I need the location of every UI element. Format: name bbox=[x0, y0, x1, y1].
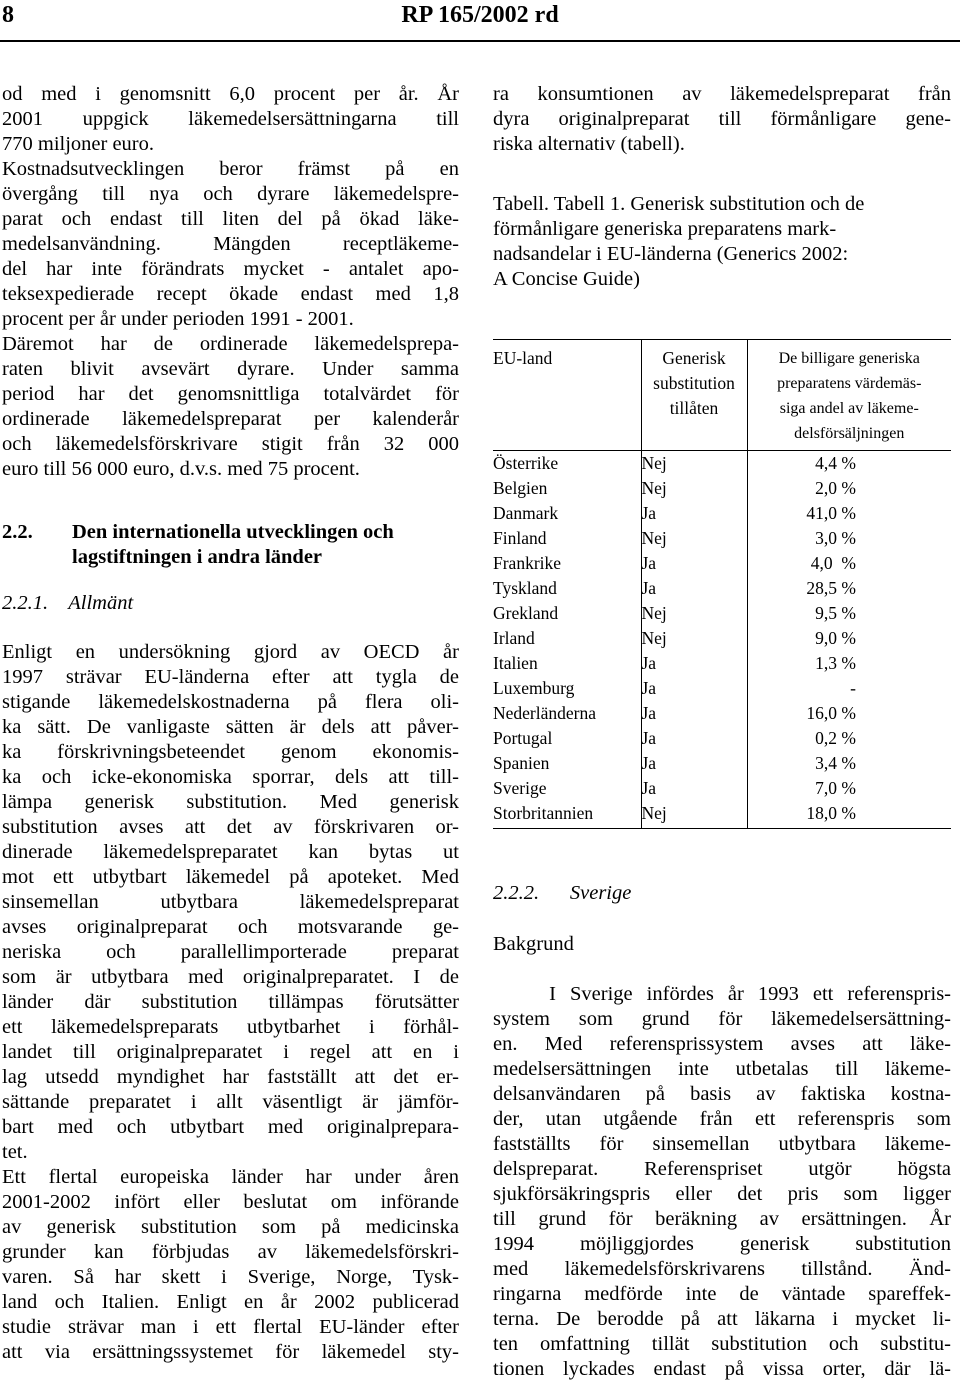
text-line: Ett flertal europeiska länder har under åren bbox=[2, 1166, 459, 1188]
cell-allowed: Nej bbox=[641, 478, 747, 503]
table-row bbox=[493, 703, 951, 728]
text-line: ten omfattning tillät substitution och substitu- bbox=[493, 1333, 951, 1355]
text-line: grunder kan förbjudas av läkemedelsförskri- bbox=[2, 1241, 459, 1263]
table-row bbox=[493, 578, 951, 603]
text-line: som är utbytbara med originalpreparatet. I de bbox=[2, 966, 459, 988]
text-line: 2001 uppgick läkemedelsersättningarna till bbox=[2, 108, 459, 130]
section-title-line-2: lagstiftningen i andra länder bbox=[72, 546, 323, 568]
text-line: en. Med referensprissystem avses att läke- bbox=[493, 1033, 951, 1055]
text-line: land och Italien. Enligt en år 2002 publicerad bbox=[2, 1291, 459, 1313]
table-row bbox=[493, 728, 951, 753]
cell-share: 3,4 % bbox=[815, 753, 856, 773]
text-line: sinsemellan utbytbara läkemedelspreparat bbox=[2, 891, 459, 913]
generics-table bbox=[493, 339, 951, 829]
cell-country: Nederländerna bbox=[493, 703, 641, 728]
text-line: dyra originalpreparat till förmånligare gene- bbox=[493, 108, 951, 130]
text-line: tionen lyckades endast på vissa orter, där lä- bbox=[493, 1358, 951, 1380]
right-paragraph-1 bbox=[493, 82, 951, 157]
cell-country: Spanien bbox=[493, 753, 641, 778]
header-line: delsförsäljningen bbox=[794, 425, 905, 442]
section-title-line-1: Den internationella utvecklingen och bbox=[72, 521, 394, 543]
text-line: mot ett utbytbart läkemedel på apoteket. Med bbox=[2, 866, 459, 888]
cell-country: Frankrike bbox=[493, 553, 641, 578]
text-line: substitution avses att det av förskrivaren or- bbox=[2, 816, 459, 838]
text-line: landet till originalpreparatet i regel att en i bbox=[2, 1041, 459, 1063]
cell-country: Portugal bbox=[493, 728, 641, 753]
table-row bbox=[493, 603, 951, 628]
section-heading bbox=[2, 520, 459, 570]
cell-country: Danmark bbox=[493, 503, 641, 528]
cell-allowed: Ja bbox=[641, 728, 747, 753]
text-line: bart med och utbytbart med originalprepara- bbox=[2, 1116, 459, 1138]
header-line: substitution bbox=[653, 373, 735, 393]
text-line: till grund för beräkning av ersättningen. År bbox=[493, 1208, 951, 1230]
cell-share: 9,5 % bbox=[815, 603, 856, 623]
table-row bbox=[493, 678, 951, 703]
caption-line: nadsandelar i EU-länderna (Generics 2002: bbox=[493, 243, 849, 265]
text-line: ka förskrivningsbeteendet genom ekonomis- bbox=[2, 741, 459, 763]
text-line: delsanvändaren på basis av faktiska kostna- bbox=[493, 1083, 951, 1105]
text-line: medelsersättningen inte utbetalas till läkeme- bbox=[493, 1058, 951, 1080]
text-line: teksexpedierade recept ökade endast med 1,8 bbox=[2, 283, 459, 305]
cell-country: Finland bbox=[493, 528, 641, 553]
cell-allowed: Ja bbox=[641, 553, 747, 578]
header-line: De billigare generiska bbox=[778, 350, 920, 367]
text-line: dinerade läkemedelspreparatet kan bytas ut bbox=[2, 841, 459, 863]
cell-country: Belgien bbox=[493, 478, 641, 503]
text-line: och läkemedelsförskrivare stigit från 32 000 bbox=[2, 433, 459, 455]
table-row bbox=[493, 451, 951, 479]
text-line: system som grund för läkemedelsersättning- bbox=[493, 1008, 951, 1030]
cell-country: Italien bbox=[493, 653, 641, 678]
text-line: övergång till nya och dyrare läkemedelspre- bbox=[2, 183, 459, 205]
text-line: tet. bbox=[2, 1141, 28, 1163]
text-line: neriska och parallellimporterade preparat bbox=[2, 941, 459, 963]
cell-country: Tyskland bbox=[493, 578, 641, 603]
text-line: procent per år under perioden 1991 - 2001. bbox=[2, 308, 354, 330]
text-line: terna. De berodde på att läkarna i mycket li- bbox=[493, 1308, 951, 1330]
text-line: Enligt en undersökning gjord av OECD år bbox=[2, 641, 459, 663]
text-line: I Sverige infördes år 1993 ett referenspris- bbox=[493, 983, 951, 1005]
left-paragraph-1 bbox=[2, 82, 459, 482]
header-line: Generisk bbox=[662, 348, 726, 368]
bakgrund-heading: Bakgrund bbox=[493, 933, 574, 955]
table-row bbox=[493, 753, 951, 778]
left-paragraph-3 bbox=[2, 1165, 459, 1365]
cell-country: Österrike bbox=[493, 451, 641, 479]
document-reference: RP 165/2002 rd bbox=[401, 2, 559, 28]
table-row bbox=[493, 628, 951, 653]
text-line: av generisk substitution som på medicinska bbox=[2, 1216, 459, 1238]
text-line: der, utan utgående från ett referenspris som bbox=[493, 1108, 951, 1130]
text-line: del har inte förändrats mycket - antalet apo- bbox=[2, 258, 459, 280]
cell-share: 7,0 % bbox=[815, 778, 856, 798]
text-line: ka sätt. De vanligaste sätten är dels att påver- bbox=[2, 716, 459, 738]
cell-share: 18,0 % bbox=[747, 803, 951, 829]
cell-allowed: Nej bbox=[641, 628, 747, 653]
table-row bbox=[493, 653, 951, 678]
cell-allowed: Ja bbox=[641, 778, 747, 803]
header-eu-land: EU-land bbox=[493, 340, 641, 451]
text-line: ett läkemedelspreparats utbytbarhet i förhål- bbox=[2, 1016, 459, 1038]
cell-allowed: Ja bbox=[641, 703, 747, 728]
text-line: Kostnadsutvecklingen beror främst på en bbox=[2, 158, 459, 180]
header-line: preparatens värdemäs- bbox=[777, 375, 922, 392]
text-line: 2001-2002 infört eller beslutat om införande bbox=[2, 1191, 459, 1213]
text-line: 1994 möjliggjordes generisk substitution bbox=[493, 1233, 951, 1255]
cell-allowed: Ja bbox=[641, 503, 747, 528]
right-column bbox=[493, 82, 951, 1382]
cell-share: 0,2 % bbox=[815, 728, 856, 748]
table-row bbox=[493, 503, 951, 528]
cell-share: 1,3 % bbox=[815, 653, 856, 673]
text-line: stigande läkemedelskostnaderna på flera oli- bbox=[2, 691, 459, 713]
text-line: att via ersättningssystemet för läkemedel sty- bbox=[2, 1341, 459, 1363]
cell-share: 4,4 % bbox=[815, 453, 856, 473]
page-number: 8 bbox=[2, 2, 14, 28]
cell-allowed: Ja bbox=[641, 753, 747, 778]
text-line: ra konsumtionen av läkemedelspreparat från bbox=[493, 83, 951, 105]
left-column bbox=[2, 82, 459, 1365]
text-line: sättande preparatet i allt väsentligt är jämför- bbox=[2, 1091, 459, 1113]
subsection-heading-sverige: 2.2.2. Sverige bbox=[493, 882, 632, 904]
page-header bbox=[0, 0, 960, 40]
table-row bbox=[493, 778, 951, 803]
cell-allowed: Nej bbox=[641, 528, 747, 553]
text-line: 1997 strävar EU-länderna efter att tygla de bbox=[2, 666, 459, 688]
table-caption bbox=[493, 192, 951, 292]
cell-share: - bbox=[850, 678, 856, 698]
cell-country: Grekland bbox=[493, 603, 641, 628]
text-line: ka och icke-ekonomiska sporrar, dels att till- bbox=[2, 766, 459, 788]
cell-share: 2,0 % bbox=[815, 478, 856, 498]
text-line: lag utsedd myndighet har fastställt att det er- bbox=[2, 1066, 459, 1088]
text-line: delspreparat. Referenspriset utgör högsta bbox=[493, 1158, 951, 1180]
cell-country: Storbritannien bbox=[493, 803, 641, 829]
text-line: varen. Så har skett i Sverige, Norge, Tysk- bbox=[2, 1266, 459, 1288]
cell-share: 41,0 % bbox=[806, 503, 856, 523]
cell-country: Irland bbox=[493, 628, 641, 653]
caption-line: A Concise Guide) bbox=[493, 268, 640, 290]
text-line: 770 miljoner euro. bbox=[2, 133, 155, 155]
text-line: med läkemedelsförskrivarens tillstånd. Änd- bbox=[493, 1258, 951, 1280]
cell-share: 3,0 % bbox=[815, 528, 856, 548]
text-line: period har det genomsnittliga totalvärdet för bbox=[2, 383, 459, 405]
section-number: 2.2. bbox=[2, 521, 33, 543]
cell-allowed: Nej bbox=[641, 451, 747, 479]
text-line: fastställts för sinsemellan utbytbara läkeme- bbox=[493, 1133, 951, 1155]
cell-share: 4,0 % bbox=[810, 553, 856, 573]
cell-allowed: Ja bbox=[641, 653, 747, 678]
text-line: euro till 56 000 euro, d.v.s. med 75 procent. bbox=[2, 458, 360, 480]
cell-share: 16,0 % bbox=[806, 703, 856, 723]
caption-line: Tabell. Tabell 1. Generisk substitution och de bbox=[493, 193, 865, 215]
text-line: lämpa generisk substitution. Med generisk bbox=[2, 791, 459, 813]
text-line: riska alternativ (tabell). bbox=[493, 133, 685, 155]
text-line: medelsanvändning. Mängden receptläkeme- bbox=[2, 233, 459, 255]
text-line: raten blivit avsevärt dyrare. Under samma bbox=[2, 358, 459, 380]
subsection-heading: 2.2.1. Allmänt bbox=[2, 592, 134, 614]
header-line: tillåten bbox=[669, 398, 719, 418]
header-substitution bbox=[641, 340, 747, 451]
text-line: Däremot har de ordinerade läkemedelsprepa- bbox=[2, 333, 459, 355]
left-paragraph-2 bbox=[2, 640, 459, 1165]
text-line: länder där substitution tillämpas förutsätter bbox=[2, 991, 459, 1013]
header-rule bbox=[0, 40, 960, 42]
table-row bbox=[493, 528, 951, 553]
cell-allowed: Nej bbox=[641, 603, 747, 628]
cell-country: Sverige bbox=[493, 778, 641, 803]
text-line: od med i genomsnitt 6,0 procent per år. År bbox=[2, 83, 459, 105]
header-share bbox=[747, 340, 951, 451]
cell-share: 28,5 % bbox=[806, 578, 856, 598]
text-line: ordinerade läkemedelspreparat per kalenderår bbox=[2, 408, 459, 430]
table-header-row bbox=[493, 340, 951, 451]
text-line: studie strävar man i ett flertal EU-länder efter bbox=[2, 1316, 459, 1338]
cell-allowed: Nej bbox=[641, 803, 747, 829]
header-line: siga andel av läkeme- bbox=[779, 400, 919, 417]
cell-country: Luxemburg bbox=[493, 678, 641, 703]
text-line: avses originalpreparat och motsvarande ge- bbox=[2, 916, 459, 938]
text-line: ringarna medförde inte de väntade spareffek- bbox=[493, 1283, 951, 1305]
cell-allowed: Ja bbox=[641, 678, 747, 703]
table-row bbox=[493, 478, 951, 503]
text-line: sjukförsäkringspris eller det pris som ligger bbox=[493, 1183, 951, 1205]
text-line: parat och endast till liten del på ökad läke- bbox=[2, 208, 459, 230]
table-row bbox=[493, 803, 951, 829]
caption-line: förmånligare generiska preparatens mark- bbox=[493, 218, 837, 240]
table-row bbox=[493, 553, 951, 578]
right-paragraph-2 bbox=[493, 982, 951, 1382]
cell-share: 9,0 % bbox=[815, 628, 856, 648]
cell-allowed: Ja bbox=[641, 578, 747, 603]
